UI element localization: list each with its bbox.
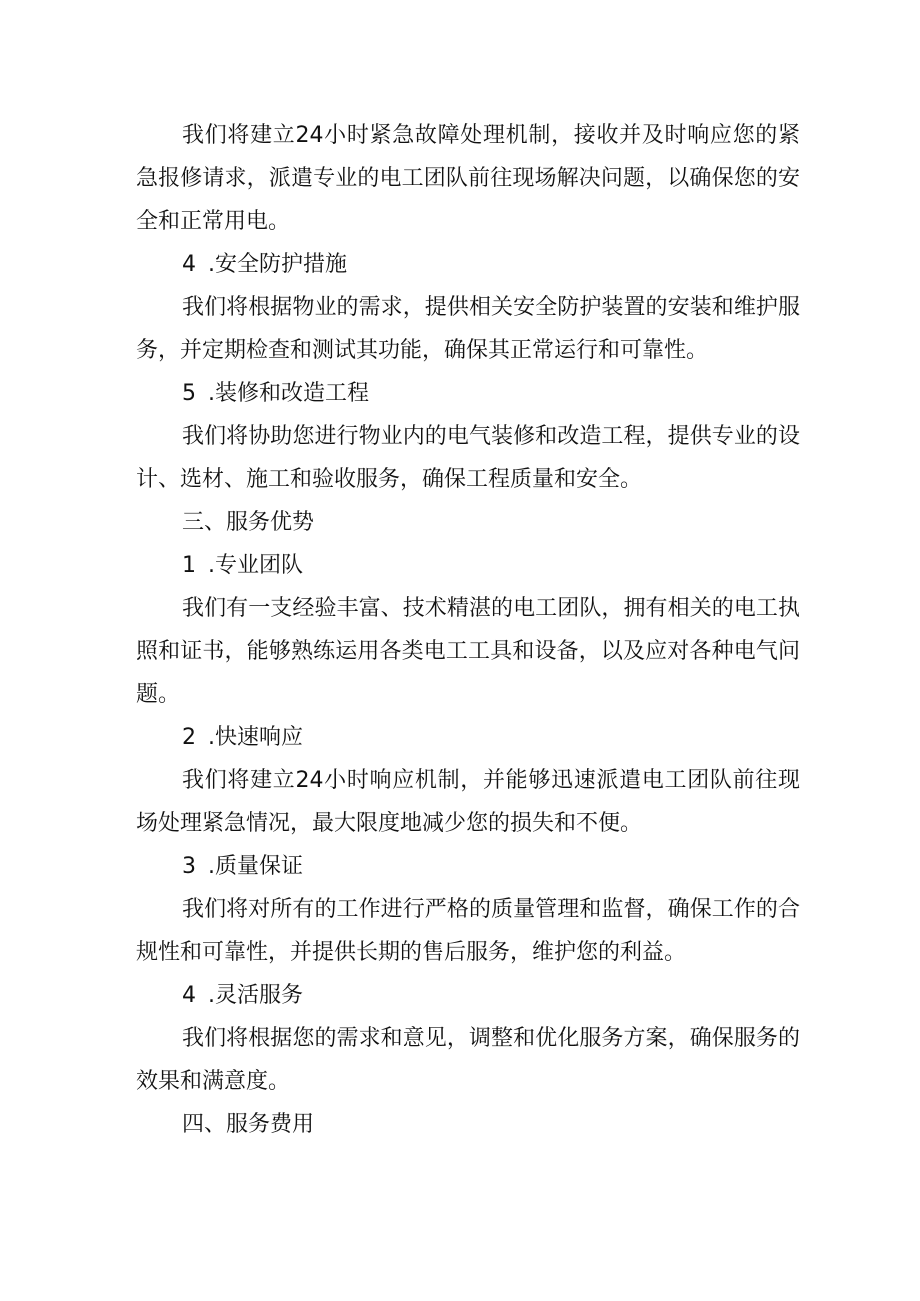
heading-number: 4 bbox=[182, 252, 196, 277]
paragraph-renovation: 我们将协助您进行物业内的电气装修和改造工程，提供专业的设计、选材、施工和验收服务，确保工程质量和安全。 bbox=[136, 424, 800, 492]
section-heading-advantages: 三、服务优势 bbox=[182, 510, 315, 535]
heading-fast-response bbox=[136, 716, 800, 759]
heading-number: 5 bbox=[182, 381, 196, 406]
paragraph-safety-protection: 我们将根据物业的需求，提供相关安全防护装置的安装和维护服务，并定期检查和测试其功能，确保其正常运行和可靠性。 bbox=[136, 295, 800, 363]
heading-number: 2 bbox=[182, 725, 196, 750]
heading-title: .快速响应 bbox=[208, 725, 303, 750]
paragraph-fast-response: 我们将建立24小时响应机制，并能够迅速派遣电工团队前往现场处理紧急情况，最大限度地减少您的损失和不便。 bbox=[136, 768, 800, 836]
paragraph-flexible-service: 我们将根据您的需求和意见，调整和优化服务方案，确保服务的效果和满意度。 bbox=[136, 1026, 800, 1094]
document-body bbox=[136, 114, 800, 1146]
heading-professional-team bbox=[136, 544, 800, 587]
heading-title: .装修和改造工程 bbox=[208, 381, 369, 406]
heading-renovation bbox=[136, 372, 800, 415]
heading-number: 3 bbox=[182, 854, 196, 879]
heading-title: .质量保证 bbox=[208, 854, 303, 879]
heading-number: 1 bbox=[182, 553, 196, 578]
heading-flexible-service bbox=[136, 974, 800, 1017]
paragraph-quality-assurance: 我们将对所有的工作进行严格的质量管理和监督，确保工作的合规性和可靠性，并提供长期的售后服务，维护您的利益。 bbox=[136, 897, 800, 965]
heading-quality-assurance bbox=[136, 845, 800, 888]
paragraph-emergency-repair: 我们将建立24小时紧急故障处理机制，接收并及时响应您的紧急报修请求，派遣专业的电工团队前往现场解决问题，以确保您的安全和正常用电。 bbox=[136, 123, 800, 234]
paragraph-professional-team: 我们有一支经验丰富、技术精湛的电工团队，拥有相关的电工执照和证书，能够熟练运用各类电工工具和设备，以及应对各种电气问题。 bbox=[136, 596, 800, 707]
heading-title: .专业团队 bbox=[208, 553, 303, 578]
heading-safety-protection bbox=[136, 243, 800, 286]
heading-number: 4 bbox=[182, 983, 196, 1008]
heading-title: .灵活服务 bbox=[208, 983, 303, 1008]
section-heading-service-fees: 四、服务费用 bbox=[182, 1112, 315, 1137]
heading-title: .安全防护措施 bbox=[208, 252, 347, 277]
